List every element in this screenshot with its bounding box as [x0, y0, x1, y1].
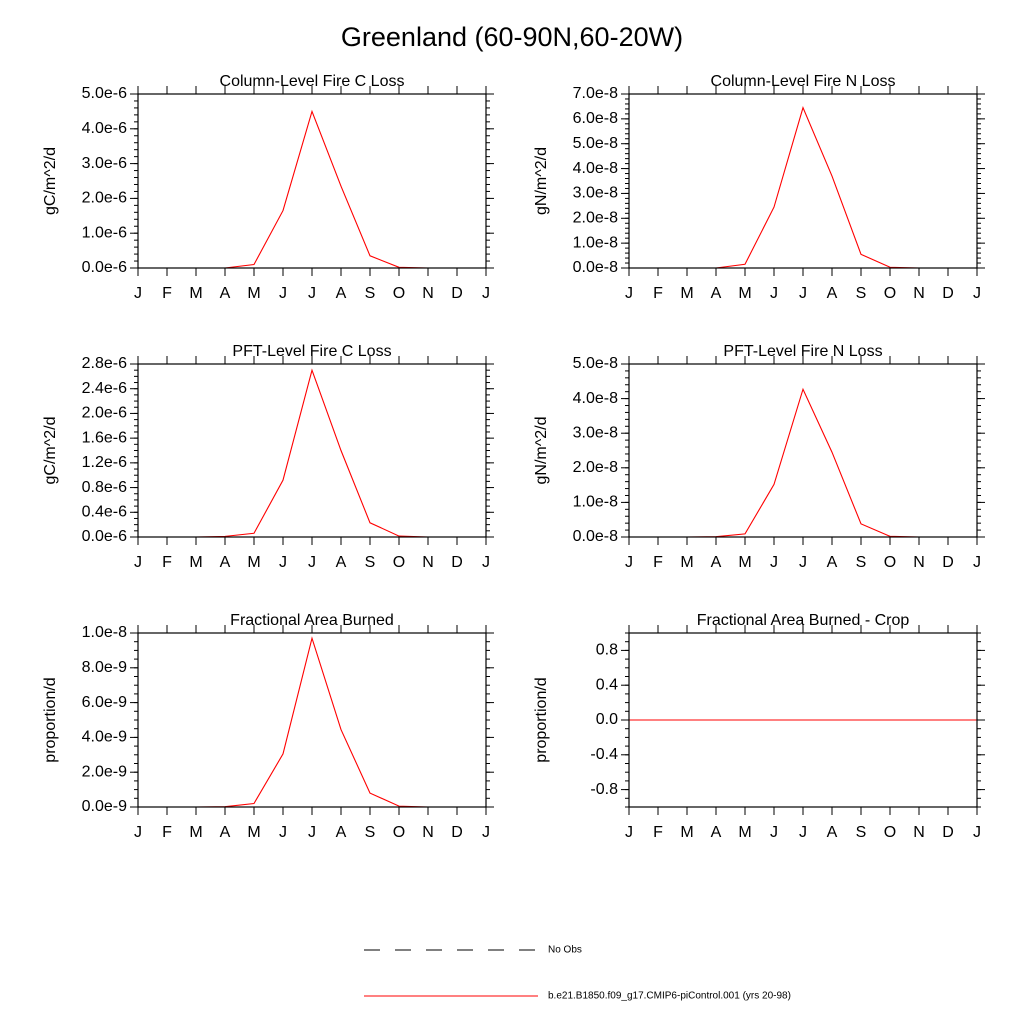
x-tick-label: D: [942, 554, 954, 571]
legend: [364, 945, 791, 1002]
y-tick-label: 0.4: [595, 676, 618, 694]
x-tick-label: M: [189, 554, 203, 571]
plot-frame: [138, 94, 486, 268]
x-tick-label: A: [219, 824, 231, 841]
y-axis-label: proportion/d: [42, 677, 60, 763]
legend-label: b.e21.B1850.f09_g17.CMIP6-piControl.001 (yrs 20-98): [548, 990, 791, 1002]
x-tick-label: J: [308, 824, 316, 841]
x-tick-label: J: [134, 554, 142, 571]
y-axis-label: gC/m^2/d: [42, 147, 60, 215]
plot-frame: [138, 364, 486, 537]
x-tick-label: J: [799, 554, 807, 571]
x-tick-label: M: [189, 285, 203, 302]
plot-frame: [629, 94, 977, 268]
y-axis-label: proportion/d: [533, 677, 551, 763]
x-tick-label: F: [653, 824, 663, 841]
x-tick-label: A: [335, 285, 347, 302]
y-tick-label: 5.0e-8: [572, 355, 618, 373]
legend-label: No Obs: [548, 944, 582, 956]
x-tick-label: F: [162, 824, 172, 841]
x-tick-label: M: [189, 824, 203, 841]
x-tick-label: D: [451, 824, 463, 841]
y-tick-label: 3.0e-6: [81, 154, 127, 172]
x-tick-label: J: [279, 285, 287, 302]
x-tick-label: J: [279, 554, 287, 571]
x-tick-label: F: [162, 554, 172, 571]
x-tick-label: A: [219, 285, 231, 302]
y-tick-label: 7.0e-8: [572, 85, 618, 103]
panel-2: [533, 73, 985, 302]
panel-title: Column-Level Fire C Loss: [219, 73, 405, 90]
x-tick-label: A: [219, 554, 231, 571]
y-tick-label: 1.6e-6: [81, 429, 127, 447]
y-tick-label: 2.0e-9: [81, 763, 127, 781]
x-tick-label: S: [364, 285, 376, 302]
x-tick-label: J: [134, 824, 142, 841]
x-tick-label: D: [451, 554, 463, 571]
y-tick-label: 0.0e-8: [572, 259, 618, 277]
y-tick-label: 1.0e-8: [572, 493, 618, 511]
y-tick-label: 2.0e-8: [572, 459, 618, 477]
x-tick-label: S: [855, 824, 867, 841]
panel-1: [42, 73, 494, 302]
series-line: [138, 638, 486, 807]
y-tick-label: 1.0e-8: [81, 624, 127, 642]
x-tick-label: N: [913, 554, 925, 571]
y-tick-label: 0.0e-8: [572, 528, 618, 546]
x-tick-label: N: [422, 285, 434, 302]
x-tick-label: J: [482, 285, 490, 302]
series-line: [629, 389, 977, 537]
panel-3: [42, 343, 494, 571]
panel-5: [42, 612, 494, 841]
x-tick-label: A: [826, 554, 838, 571]
x-tick-label: N: [422, 554, 434, 571]
x-tick-label: A: [826, 285, 838, 302]
panel-4: [533, 343, 985, 571]
series-line: [138, 370, 486, 537]
x-tick-label: A: [710, 285, 722, 302]
x-tick-label: O: [883, 285, 897, 302]
x-tick-label: J: [973, 824, 981, 841]
x-tick-label: A: [335, 824, 347, 841]
y-axis-label: gC/m^2/d: [42, 416, 60, 485]
x-tick-label: M: [738, 824, 752, 841]
x-tick-label: J: [973, 554, 981, 571]
panel-title: Column-Level Fire N Loss: [710, 73, 896, 90]
y-tick-label: 5.0e-6: [81, 85, 127, 103]
x-tick-label: A: [826, 824, 838, 841]
panel-title: PFT-Level Fire N Loss: [723, 343, 883, 360]
x-tick-label: S: [364, 554, 376, 571]
y-tick-label: 1.2e-6: [81, 454, 127, 472]
x-tick-label: J: [625, 285, 633, 302]
y-tick-label: 4.0e-9: [81, 728, 127, 746]
x-tick-label: J: [482, 554, 490, 571]
x-tick-label: M: [738, 285, 752, 302]
x-tick-label: S: [855, 554, 867, 571]
x-tick-label: A: [335, 554, 347, 571]
x-tick-label: J: [308, 554, 316, 571]
x-tick-label: A: [710, 824, 722, 841]
y-tick-label: 4.0e-8: [572, 159, 618, 177]
y-tick-label: 0.0e-9: [81, 798, 127, 816]
y-tick-label: 2.4e-6: [81, 379, 127, 397]
y-tick-label: 1.0e-8: [572, 234, 618, 252]
x-tick-label: J: [625, 554, 633, 571]
x-tick-label: M: [680, 554, 694, 571]
y-tick-label: 0.0e-6: [81, 528, 127, 546]
panel-title: PFT-Level Fire C Loss: [232, 343, 392, 360]
x-tick-label: M: [247, 824, 261, 841]
y-tick-label: 4.0e-6: [81, 120, 127, 138]
x-tick-label: M: [247, 285, 261, 302]
y-tick-label: 6.0e-9: [81, 693, 127, 711]
y-tick-label: 0.0e-6: [81, 259, 127, 277]
figure-title: Greenland (60-90N,60-20W): [340, 22, 684, 52]
x-tick-label: D: [942, 824, 954, 841]
x-tick-label: M: [247, 554, 261, 571]
x-tick-label: M: [738, 554, 752, 571]
x-tick-label: F: [653, 554, 663, 571]
y-tick-label: -0.8: [590, 780, 618, 798]
x-tick-label: S: [364, 824, 376, 841]
x-tick-label: J: [279, 824, 287, 841]
y-tick-label: 0.4e-6: [81, 503, 127, 521]
x-tick-label: J: [134, 285, 142, 302]
y-tick-label: 5.0e-8: [572, 134, 618, 152]
x-tick-label: J: [482, 824, 490, 841]
y-tick-label: 8.0e-9: [81, 659, 127, 677]
y-tick-label: 3.0e-8: [572, 424, 618, 442]
x-tick-label: J: [308, 285, 316, 302]
y-axis-label: gN/m^2/d: [533, 416, 551, 485]
x-tick-label: F: [162, 285, 172, 302]
x-tick-label: M: [680, 824, 694, 841]
y-tick-label: 0.8: [595, 641, 618, 659]
x-tick-label: N: [913, 285, 925, 302]
x-tick-label: O: [392, 824, 406, 841]
x-tick-label: O: [392, 554, 406, 571]
y-tick-label: 1.0e-6: [81, 224, 127, 242]
series-line: [138, 111, 486, 268]
x-tick-label: J: [799, 824, 807, 841]
plot-frame: [138, 633, 486, 807]
x-tick-label: N: [913, 824, 925, 841]
x-tick-label: S: [855, 285, 867, 302]
x-tick-label: J: [770, 824, 778, 841]
x-tick-label: O: [883, 824, 897, 841]
x-tick-label: J: [770, 554, 778, 571]
x-tick-label: J: [770, 285, 778, 302]
y-tick-label: 2.0e-6: [81, 404, 127, 422]
x-tick-label: J: [799, 285, 807, 302]
series-line: [629, 108, 977, 268]
x-tick-label: O: [883, 554, 897, 571]
y-tick-label: 3.0e-8: [572, 184, 618, 202]
panel-6: [533, 612, 985, 841]
y-tick-label: 6.0e-8: [572, 110, 618, 128]
y-tick-label: 4.0e-8: [572, 389, 618, 407]
y-axis-label: gN/m^2/d: [533, 147, 551, 215]
y-tick-label: 0.8e-6: [81, 478, 127, 496]
y-tick-label: 2.0e-6: [81, 189, 127, 207]
y-tick-label: 0.0: [595, 711, 618, 729]
x-tick-label: F: [653, 285, 663, 302]
x-tick-label: O: [392, 285, 406, 302]
x-tick-label: A: [710, 554, 722, 571]
panel-title: Fractional Area Burned: [230, 612, 394, 629]
y-tick-label: 2.0e-8: [572, 209, 618, 227]
x-tick-label: D: [942, 285, 954, 302]
x-tick-label: N: [422, 824, 434, 841]
y-tick-label: -0.4: [590, 746, 618, 764]
x-tick-label: J: [973, 285, 981, 302]
x-tick-label: M: [680, 285, 694, 302]
y-tick-label: 2.8e-6: [81, 355, 127, 373]
panel-title: Fractional Area Burned - Crop: [696, 612, 910, 629]
x-tick-label: J: [625, 824, 633, 841]
x-tick-label: D: [451, 285, 463, 302]
